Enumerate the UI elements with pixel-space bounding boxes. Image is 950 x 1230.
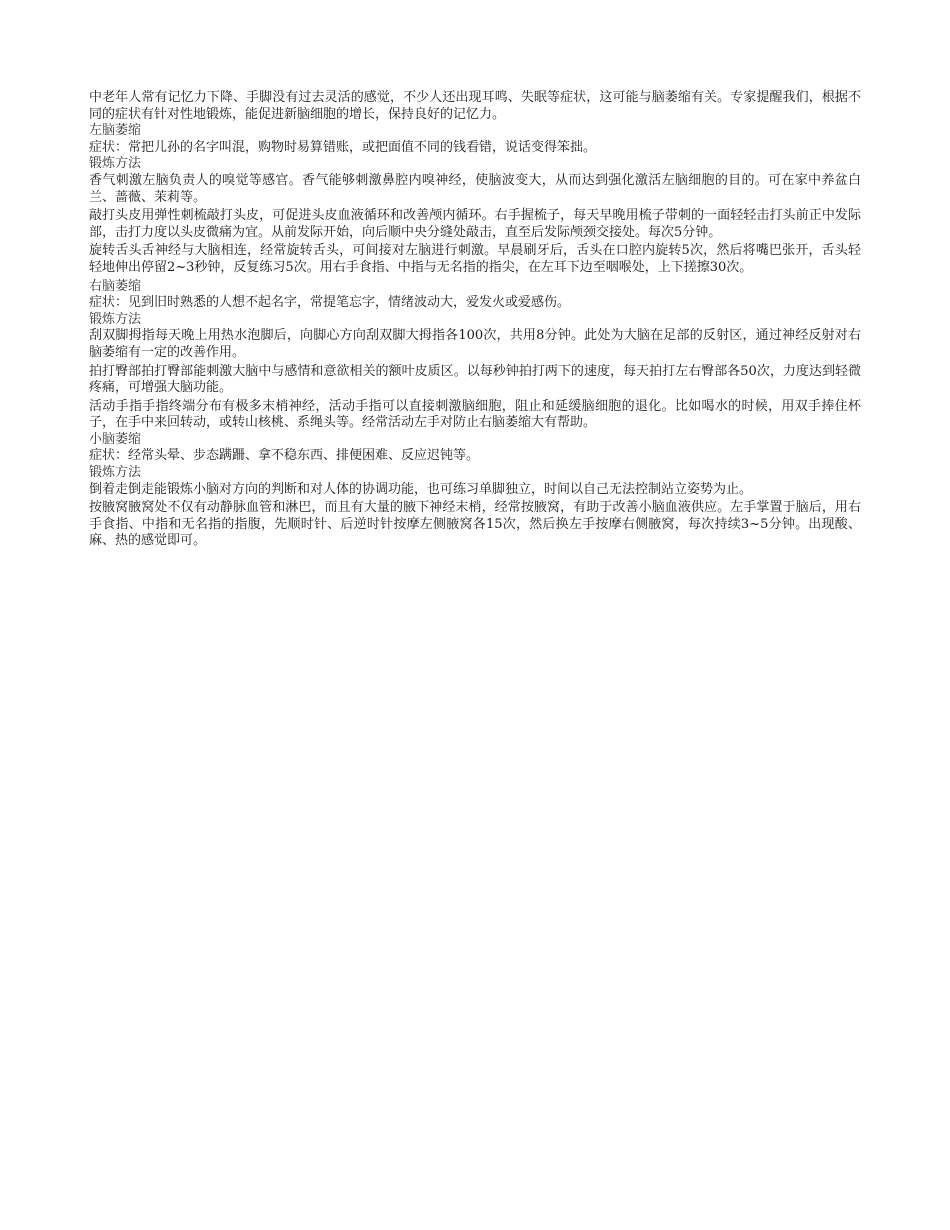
section-title: 右脑萎缩 xyxy=(89,278,142,294)
section-cerebellum xyxy=(89,432,861,550)
method-paragraph: 敲打头皮用弹性刺梳敲打头皮，可促进头皮血液循环和改善颅内循环。右手握梳子，每天早晚用梳子带刺的一面轻轻击打头前正中发际部，击打力度以头皮微痛为宜。从前发际开始，向后顺中央分缝处敲击，直至后发际颅颈交接处。每次5分钟。 xyxy=(89,208,861,240)
method-paragraph: 活动手指手指终端分布有极多末梢神经，活动手指可以直接刺激脑细胞，阻止和延缓脑细胞的退化。比如喝水的时候，用双手捧住杯子，在手中来回转动，或转山核桃、系绳头等。经常活动左手对防止右脑萎缩大有帮助。 xyxy=(89,398,861,431)
section-title: 左脑萎缩 xyxy=(89,123,142,139)
article-body xyxy=(89,90,861,550)
method-paragraph: 刮双脚拇指每天晚上用热水泡脚后，向脚心方向刮双脚大拇指各100次，共用8分钟。此处为大脑在足部的反射区，通过神经反射对右脑萎缩有一定的改善作用。 xyxy=(89,328,861,360)
section-left-brain xyxy=(89,123,861,276)
intro-paragraph: 中老年人常有记忆力下降、手脚没有过去灵活的感觉，不少人还出现耳鸣、失眠等症状，这可能与脑萎缩有关。专家提醒我们，根据不同的症状有针对性地锻炼，能促进新脑细胞的增长，保持良好的记忆力。 xyxy=(89,90,861,122)
method-paragraph: 旋转舌头舌神经与大脑相连，经常旋转舌头，可间接对左脑进行刺激。早晨刷牙后，舌头在口腔内旋转5次，然后将嘴巴张开，舌头轻轻地伸出停留2~3秒钟，反复练习5次。用右手食指、中指与无名指的指尖，在左耳下边至咽喉处，上下搓擦30次。 xyxy=(89,243,861,275)
section-title: 小脑萎缩 xyxy=(89,431,142,447)
symptom-paragraph: 症状：常把儿孙的名字叫混，购物时易算错账，或把面值不同的钱看错，说话变得笨拙。 xyxy=(89,139,597,155)
section-right-brain xyxy=(89,279,861,432)
method-title: 锻炼方法 xyxy=(89,311,142,327)
method-paragraph: 按腋窝腋窝处不仅有动静脉血管和淋巴，而且有大量的腋下神经末梢，经常按腋窝，有助于改善小脑血液供应。左手掌置于脑后，用右手食指、中指和无名指的指腹，先顺时针、后逆时针按摩左侧腋窝各15次，然后换左手按摩右侧腋窝，每次持续3~5分钟。出现酸、麻、热的感觉即可。 xyxy=(89,500,861,549)
method-paragraph: 香气刺激左脑负责人的嗅觉等感官。香气能够刺激鼻腔内嗅神经，使脑波变大，从而达到强化激活左脑细胞的目的。可在家中养盆白兰、蔷薇、茉莉等。 xyxy=(89,172,861,205)
symptom-paragraph: 症状：经常头晕、步态蹒跚、拿不稳东西、排便困难、反应迟钝等。 xyxy=(89,448,480,464)
method-paragraph: 拍打臀部拍打臀部能刺激大脑中与感情和意欲相关的额叶皮质区。以每秒钟拍打两下的速度，每天拍打左右臀部各50次，力度达到轻微疼痛，可增强大脑功能。 xyxy=(89,363,861,396)
method-title: 锻炼方法 xyxy=(89,156,142,172)
method-paragraph: 倒着走倒走能锻炼小脑对方向的判断和对人体的协调功能，也可练习单脚独立，时间以自己无法控制站立姿势为止。 xyxy=(89,481,753,497)
symptom-paragraph: 症状：见到旧时熟悉的人想不起名字，常提笔忘字，情绪波动大，爱发火或爱感伤。 xyxy=(89,295,571,311)
method-title: 锻炼方法 xyxy=(89,465,142,481)
